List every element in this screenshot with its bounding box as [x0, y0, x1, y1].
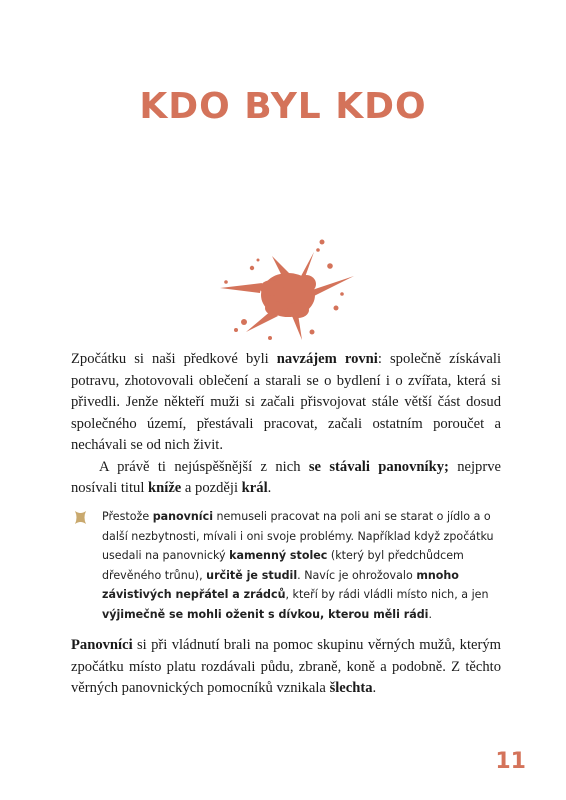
text-run: Přestože — [102, 510, 153, 523]
text-run: nejprve nosívali titul — [71, 458, 501, 496]
text-run: a později — [181, 480, 242, 496]
emphasis: určitě je studil — [206, 568, 298, 582]
text-run: , kteří by rádi vládli místo nich, a jen — [285, 588, 489, 601]
text-run: . — [372, 680, 377, 696]
emphasis: navzájem rovni — [276, 351, 378, 367]
text-run: nemuseli pracovat na poli ani se starat o jídlo a o další nezbytnosti, mívali i oni svoje problémy. Například když zpočátku usedali na panovnický — [102, 510, 494, 562]
star-bullet-icon — [72, 509, 89, 526]
closing-text — [71, 635, 501, 700]
emphasis: Panovníci — [71, 637, 133, 653]
emphasis: král — [241, 480, 268, 496]
page-number: 11 — [495, 749, 526, 774]
emphasis: kamenný stolec — [229, 549, 328, 562]
text-run: . — [428, 607, 432, 621]
emphasis: šlechta — [329, 680, 373, 696]
sidebar-note — [102, 507, 502, 624]
emphasis: mnoho závistivých nepřátel a zrádců — [102, 568, 459, 601]
emphasis: kníže — [148, 480, 182, 496]
text-run: (který byl předchůdcem dřevěného trůnu), — [102, 549, 464, 582]
text-run: : společně získávali potravu, zhotovovali oblečení a starali se o bydlení i o zvířata, která si přivedli. Jenže někteří muži si začali přisvojovat stále větší část dosud společného území, přestávali pracovat, začali ostatním poroučet a nechávali se od nich živit. — [71, 351, 501, 453]
paragraph-2 — [71, 457, 501, 500]
text-run: si při vládnutí brali na pomoc skupinu věrných mužů, kterým zpočátku místo platu rozdávali půdu, zbraně, koně a podobně. Z těchto věrných panovnických pomocníků vznikala — [71, 637, 501, 696]
emphasis: se stávali panovníky; — [308, 458, 449, 475]
intro-text — [71, 349, 501, 500]
text-run: . Navíc je ohrožovalo — [297, 568, 417, 582]
paragraph-1 — [71, 349, 501, 457]
ink-splat-illustration — [212, 238, 362, 346]
page-title: KDO BYL KDO — [139, 86, 427, 127]
emphasis: panovníci — [152, 510, 213, 523]
text-run: . — [267, 480, 272, 496]
emphasis: výjimečně se mohli oženit s dívkou, kterou měli rádi — [102, 607, 429, 621]
paragraph-3 — [71, 635, 501, 700]
text-run: Zpočátku si naši předkové byli — [71, 351, 277, 367]
text-run: A právě ti nejúspěšnější z nich — [99, 458, 309, 475]
